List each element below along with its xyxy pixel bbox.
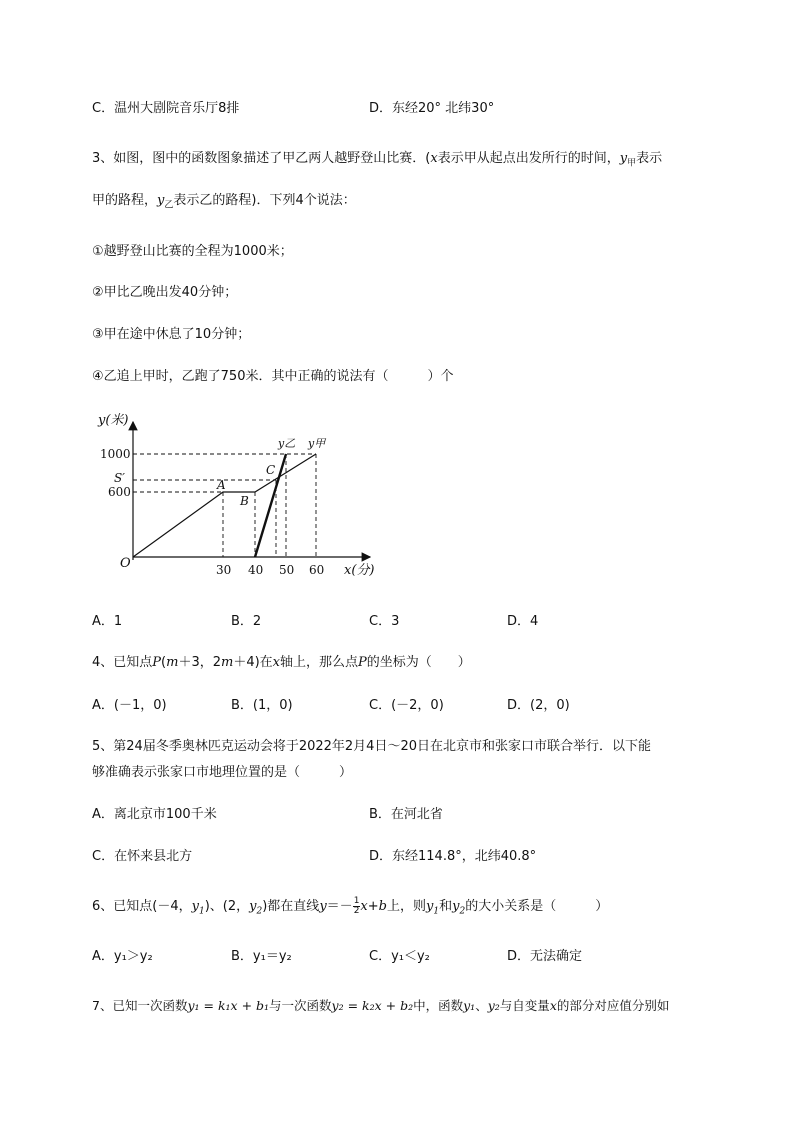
- q6-option-d: D．无法确定: [507, 949, 583, 964]
- q6-text: )都在直线: [262, 899, 320, 914]
- q3-option-b: B．2: [231, 614, 262, 629]
- q5-option-a: A．离北京市100千米: [92, 807, 217, 822]
- option-d-prev: D．东经20° 北纬30°: [369, 101, 495, 116]
- line-jia: [133, 454, 316, 557]
- q4-text: 轴上，那么点: [280, 655, 359, 670]
- var-x: x: [360, 899, 368, 914]
- q3-intro-line1: [92, 150, 662, 173]
- var-y1: y₁: [463, 998, 476, 1013]
- label-yi: y乙: [278, 437, 296, 450]
- q5-line2: 够准确表示张家口市地理位置的是（ ）: [92, 765, 353, 780]
- var-y: y: [426, 899, 434, 914]
- formula-y2: y₂ = k₂x + b₂: [331, 998, 414, 1013]
- frac-den: 2: [353, 906, 360, 916]
- q7-text: 的部分对应值分别如: [556, 998, 670, 1013]
- var-x: x: [430, 151, 438, 166]
- q3-statement-1: ①越野登山比赛的全程为1000米；: [92, 244, 293, 259]
- var-y: y: [249, 899, 257, 914]
- q7-text: 与自变量: [499, 998, 550, 1013]
- q4-text: 4、已知点: [92, 655, 153, 670]
- point-c: C: [266, 463, 276, 477]
- q5-option-b: B．在河北省: [369, 807, 443, 822]
- q6-text: )、(2，: [204, 899, 250, 914]
- var-x: x: [549, 998, 557, 1013]
- q3-graph: [92, 400, 392, 590]
- q3-text: 表示: [636, 151, 663, 166]
- y-tick-s: S′: [114, 471, 125, 485]
- q7-stem: [92, 997, 669, 1015]
- q4-text: 的坐标为（ ）: [366, 655, 471, 670]
- frac-num: 1: [353, 896, 360, 906]
- q3-option-c: C．3: [369, 614, 400, 629]
- q7-text: 中，函数: [413, 998, 464, 1013]
- x-tick-40: 40: [248, 563, 264, 577]
- formula-y1: y₁ = k₁x + b₁: [187, 998, 270, 1013]
- q3-statement-4: ④乙追上甲时，乙跑了750米．其中正确的说法有（ ）个: [92, 369, 454, 384]
- q7-text: 、: [475, 998, 488, 1013]
- var-y2: y₂: [487, 998, 500, 1013]
- q5-option-d: D．东经114.8°，北纬40.8°: [369, 849, 537, 864]
- q6-option-c: C．y₁＜y₂: [369, 949, 430, 964]
- q6-option-b: B．y₁＝y₂: [231, 949, 292, 964]
- q6-option-a: A．y₁＞y₂: [92, 949, 153, 964]
- q4-option-d: D．(2，0): [507, 698, 570, 713]
- q4-text: (: [161, 655, 167, 670]
- q4-text: ＋4)在: [233, 655, 273, 670]
- subscript: 1: [433, 906, 440, 917]
- subscript: 1: [198, 906, 205, 917]
- q7-text: 7、已知一次函数: [92, 998, 188, 1013]
- q3-intro-line2: [92, 192, 356, 215]
- subscript: 乙: [164, 200, 174, 211]
- var-p: P: [152, 655, 162, 670]
- var-p: P: [358, 655, 367, 670]
- x-axis-label: x(分): [344, 563, 375, 578]
- var-y: y: [191, 899, 199, 914]
- q5-option-c: C．在怀来县北方: [92, 849, 193, 864]
- point-a: A: [217, 478, 226, 492]
- var-x: x: [272, 655, 280, 670]
- point-b: B: [240, 494, 249, 508]
- q6-text: ＝－: [326, 899, 353, 914]
- q3-text: 表示甲从起点出发所行的时间，: [437, 151, 620, 166]
- q6-text: +: [367, 899, 379, 914]
- q3-text: 表示乙的路程)．下列4个说法：: [173, 193, 356, 208]
- q3-statement-3: ③甲在途中休息了10分钟；: [92, 327, 251, 342]
- q3-text: 甲的路程，: [92, 193, 158, 208]
- q3-statement-2: ②甲比乙晚出发40分钟；: [92, 285, 238, 300]
- q6-text: 和: [439, 899, 453, 914]
- var-y: y: [319, 899, 327, 914]
- label-jia: y甲: [308, 437, 326, 450]
- origin-label: O: [120, 556, 131, 571]
- q3-text: 3、如图，图中的函数图象描述了甲乙两人越野登山比赛．(: [92, 151, 431, 166]
- q3-option-d: D．4: [507, 614, 539, 629]
- q4-option-b: B．(1，0): [231, 698, 293, 713]
- q6-text: 6、已知点(－4，: [92, 899, 192, 914]
- subscript: 甲: [627, 158, 637, 169]
- y-tick-600: 600: [108, 485, 131, 499]
- q6-text: 的大小关系是（ ）: [465, 899, 609, 914]
- option-c-prev: C．温州大剧院音乐厅8排: [92, 101, 240, 116]
- q4-option-c: C．(－2，0): [369, 698, 444, 713]
- y-axis-label: y(米): [98, 413, 129, 428]
- q5-line1: 5、第24届冬季奥林匹克运动会将于2022年2月4日～20日在北京市和张家口市联合举行．以下能: [92, 739, 651, 754]
- q6-stem: [92, 897, 608, 921]
- subscript: 2: [459, 906, 466, 917]
- x-tick-30: 30: [216, 563, 232, 577]
- var-m: m: [166, 655, 179, 670]
- q4-stem: [92, 654, 471, 672]
- var-y: y: [157, 193, 165, 208]
- var-m: m: [220, 655, 234, 670]
- q4-option-a: A．(－1，0): [92, 698, 167, 713]
- q4-text: ＋3，2: [178, 655, 221, 670]
- x-tick-50: 50: [279, 563, 295, 577]
- var-b: b: [378, 899, 387, 914]
- y-tick-1000: 1000: [100, 447, 131, 461]
- q7-text: 与一次函数: [269, 998, 332, 1013]
- var-y: y: [452, 899, 460, 914]
- q3-option-a: A．1: [92, 614, 123, 629]
- subscript: 2: [256, 906, 263, 917]
- q6-text: 上，则: [387, 899, 427, 914]
- var-y: y: [619, 151, 628, 166]
- x-tick-60: 60: [309, 563, 325, 577]
